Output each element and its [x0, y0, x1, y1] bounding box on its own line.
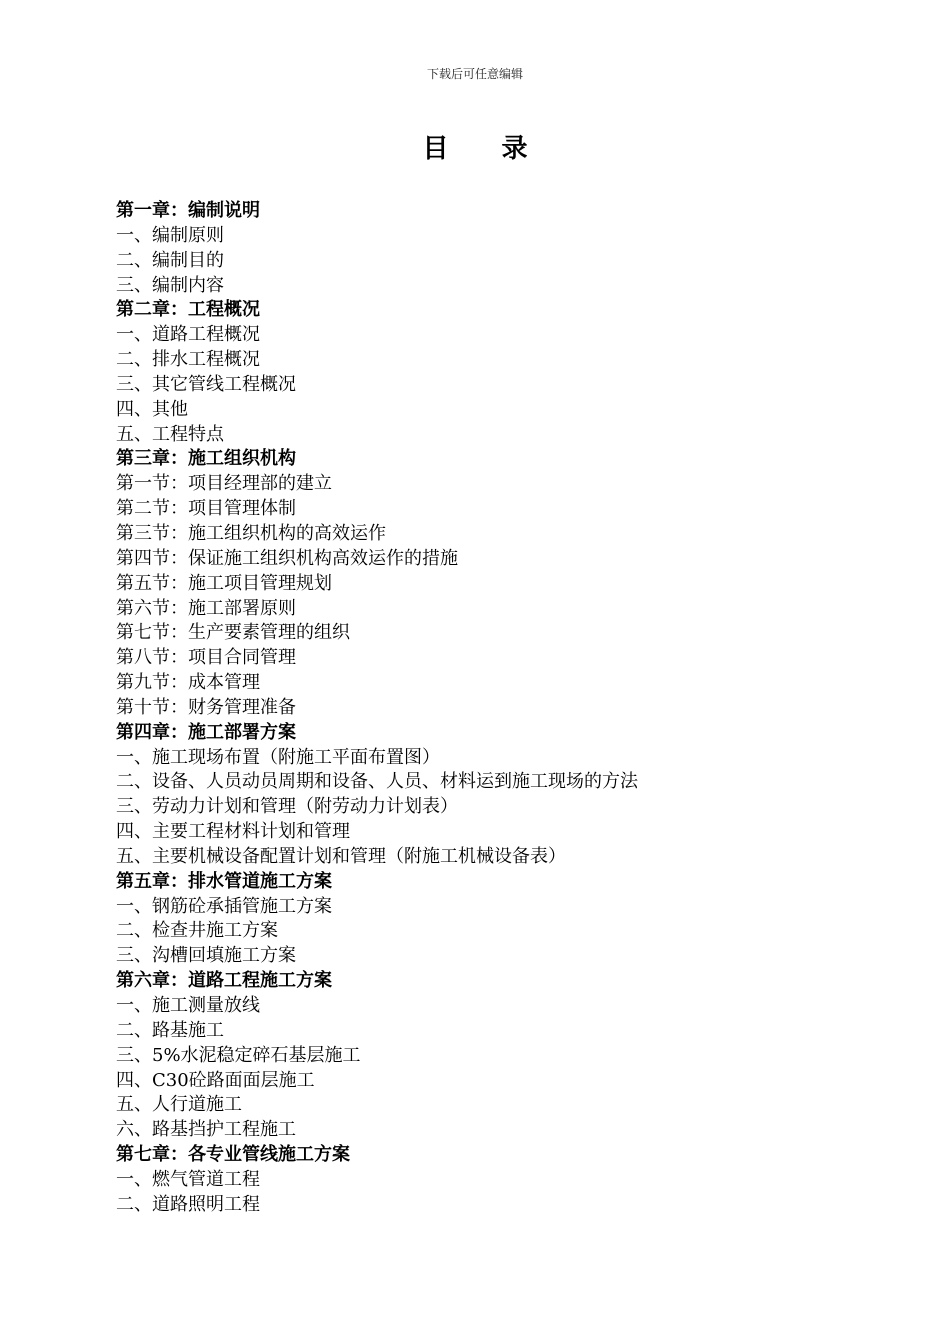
page-title: 目 录: [422, 134, 550, 164]
toc-item: 三、沟槽回填施工方案: [116, 945, 296, 967]
toc-item: 第六节：施工部署原则: [116, 597, 296, 619]
toc-chapter-heading: 第一章：编制说明: [116, 200, 260, 221]
toc-item: 一、道路工程概况: [116, 324, 260, 346]
toc-item: 第四节：保证施工组织机构高效运作的措施: [116, 547, 458, 569]
toc-chapter-heading: 第七章：各专业管线施工方案: [116, 1144, 350, 1166]
header-note: 下载后可任意编辑: [426, 67, 523, 81]
toc-item: 三、5%水泥稳定碎石基层施工: [116, 1044, 361, 1066]
toc-item: 第二节：项目管理体制: [116, 498, 296, 520]
toc-item: 一、施工现场布置（附施工平面布置图）: [116, 746, 440, 768]
toc-item: 一、编制原则: [116, 224, 224, 246]
toc-item: 五、工程特点: [116, 423, 224, 445]
toc-item: 二、路基施工: [116, 1019, 224, 1041]
toc-item: 六、路基挡护工程施工: [116, 1119, 296, 1141]
toc-chapter-heading: 第四章：施工部署方案: [116, 721, 296, 743]
toc-item: 第十节：财务管理准备: [116, 696, 296, 718]
toc-item: 一、钢筋砼承插管施工方案: [116, 895, 332, 917]
toc-item: 第三节：施工组织机构的高效运作: [116, 522, 386, 544]
toc-item: 二、检查井施工方案: [116, 920, 278, 942]
toc-chapter-heading: 第三章：施工组织机构: [116, 448, 296, 470]
toc-item: 二、编制目的: [116, 249, 224, 271]
toc-item: 二、道路照明工程: [116, 1193, 260, 1215]
toc-item: 第五节：施工项目管理规划: [116, 572, 332, 594]
toc-item: 三、编制内容: [116, 274, 224, 296]
toc-item: 五、人行道施工: [116, 1094, 242, 1116]
toc-item: 五、主要机械设备配置计划和管理（附施工机械设备表）: [116, 845, 566, 867]
toc-item: 四、C30砼路面面层施工: [116, 1069, 315, 1091]
toc-item: 二、排水工程概况: [116, 349, 260, 371]
toc-item: 第八节：项目合同管理: [116, 647, 296, 669]
toc-chapter-heading: 第二章：工程概况: [116, 299, 260, 321]
toc-item: 三、其它管线工程概况: [116, 373, 296, 395]
toc-item: 二、设备、人员动员周期和设备、人员、材料运到施工现场的方法: [116, 771, 638, 793]
toc-item: 一、燃气管道工程: [116, 1168, 260, 1190]
toc-item: 第九节：成本管理: [116, 672, 260, 694]
toc-item: 四、其他: [116, 398, 188, 420]
toc-chapter-heading: 第五章：排水管道施工方案: [116, 870, 332, 892]
toc-item: 四、主要工程材料计划和管理: [116, 821, 350, 843]
toc-item: 一、施工测量放线: [116, 995, 260, 1016]
table-of-contents: [116, 199, 836, 1218]
toc-item: 第一节：项目经理部的建立: [116, 473, 332, 495]
toc-chapter-heading: 第六章：道路工程施工方案: [116, 970, 332, 992]
toc-item: 三、劳动力计划和管理（附劳动力计划表）: [116, 796, 458, 818]
toc-item: 第七节：生产要素管理的组织: [116, 622, 350, 644]
